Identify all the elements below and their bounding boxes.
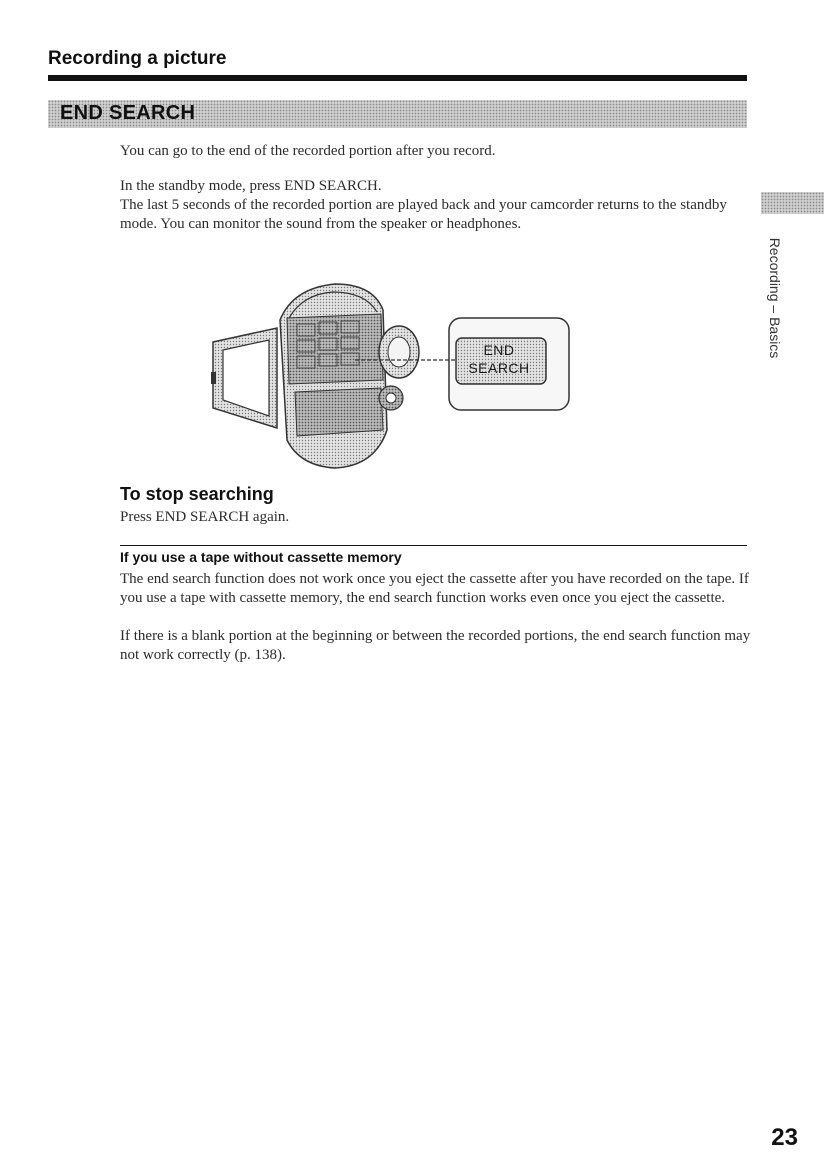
note-heading: If you use a tape without cassette memory xyxy=(120,549,402,565)
stop-searching-heading: To stop searching xyxy=(120,484,274,504)
section-banner xyxy=(48,100,747,128)
note-rule xyxy=(120,545,747,546)
intro-paragraph: You can go to the end of the recorded portion after you record. xyxy=(120,143,496,159)
side-tab-marker xyxy=(761,192,824,214)
note-paragraph-2: If there is a blank portion at the beginning or between the recorded portions, the end search function may not work correctly (p. 138). xyxy=(120,628,751,663)
control-dial xyxy=(379,386,403,410)
button-label-line2: SEARCH xyxy=(468,360,530,376)
camcorder-body xyxy=(280,284,387,468)
button-label-line1: END xyxy=(483,342,515,358)
viewfinder xyxy=(379,326,419,378)
page-number: 23 xyxy=(771,1124,798,1151)
side-tab-label: Recording – Basics xyxy=(767,237,783,359)
stop-searching-text: Press END SEARCH again. xyxy=(120,509,290,525)
page-title: Recording a picture xyxy=(48,48,227,69)
lcd-panel xyxy=(211,328,277,428)
end-search-button-label xyxy=(456,341,542,381)
title-rule xyxy=(48,75,747,81)
section-title: END SEARCH xyxy=(60,102,196,124)
note-paragraph-1: The end search function does not work once you eject the cassette after you have recorded on the tape. If you use a tape with cassette memory, the end search function works even once you eject the cassette. xyxy=(120,571,749,606)
standby-paragraph: In the standby mode, press END SEARCH. The last 5 seconds of the recorded portion are played back and your camcorder returns to the standby mode. You can monitor the sound from the speaker or headphones. xyxy=(120,178,727,232)
